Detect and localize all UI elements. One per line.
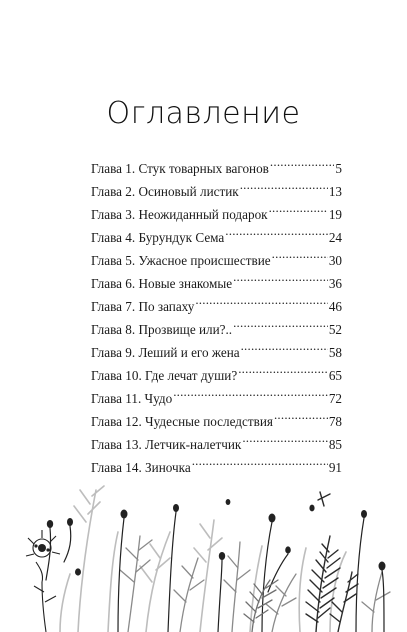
- chapter-title: Глава 6. Новые знакомые: [91, 276, 233, 291]
- page-title: Оглавление: [106, 96, 301, 131]
- chapter-title: Глава 14. Зиночка: [91, 460, 191, 475]
- chapter-page-number: 72: [328, 391, 342, 406]
- chapter-title: Глава 9. Леший и его жена: [91, 345, 240, 360]
- chapter-page-number: 5: [335, 161, 342, 176]
- ink-wildflowers-illustration: [0, 462, 407, 632]
- chapter-title: Глава 12. Чудесные последствия: [91, 414, 273, 429]
- chapter-page-number: 13: [328, 184, 342, 199]
- chapter-title: Глава 8. Прозвище или?..: [91, 322, 233, 337]
- table-of-contents: [91, 150, 342, 475]
- dot-leader: [270, 150, 334, 173]
- chapter-page-number: 91: [328, 460, 342, 475]
- dot-leader: [233, 311, 328, 334]
- chapter-page-number: 58: [328, 345, 342, 360]
- toc-entry: [91, 150, 342, 176]
- chapter-title: Глава 5. Ужасное происшествие: [91, 253, 271, 268]
- chapter-page-number: 19: [328, 207, 342, 222]
- chapter-page-number: 78: [328, 414, 342, 429]
- chapter-title: Глава 10. Где лечат души?: [91, 368, 238, 383]
- chapter-title: Глава 13. Летчик-налетчик: [91, 437, 242, 452]
- dot-leader: [195, 288, 327, 311]
- chapter-page-number: 36: [328, 276, 342, 291]
- dot-leader: [238, 357, 328, 380]
- dot-leader: [241, 334, 328, 357]
- chapter-title: Глава 11. Чудо: [91, 391, 173, 406]
- dot-leader: [274, 403, 328, 426]
- dot-leader: [242, 426, 327, 449]
- chapter-title: Глава 2. Осиновый листик: [91, 184, 239, 199]
- dot-leader: [272, 242, 328, 265]
- chapter-page-number: 52: [328, 322, 342, 337]
- chapter-title: Глава 4. Бурундук Сема: [91, 230, 225, 245]
- dot-leader: [269, 196, 328, 219]
- chapter-page-number: 85: [328, 437, 342, 452]
- dot-leader: [233, 265, 328, 288]
- dot-leader: [173, 380, 328, 403]
- dot-leader: [240, 173, 328, 196]
- chapter-title: Глава 3. Неожиданный подарок: [91, 207, 268, 222]
- chapter-title: Глава 1. Стук товарных вагонов: [91, 161, 269, 176]
- chapter-page-number: 65: [328, 368, 342, 383]
- chapter-page-number: 30: [328, 253, 342, 268]
- chapter-page-number: 46: [328, 299, 342, 314]
- chapter-page-number: 24: [328, 230, 342, 245]
- dot-leader: [225, 219, 328, 242]
- chapter-title: Глава 7. По запаху: [91, 299, 195, 314]
